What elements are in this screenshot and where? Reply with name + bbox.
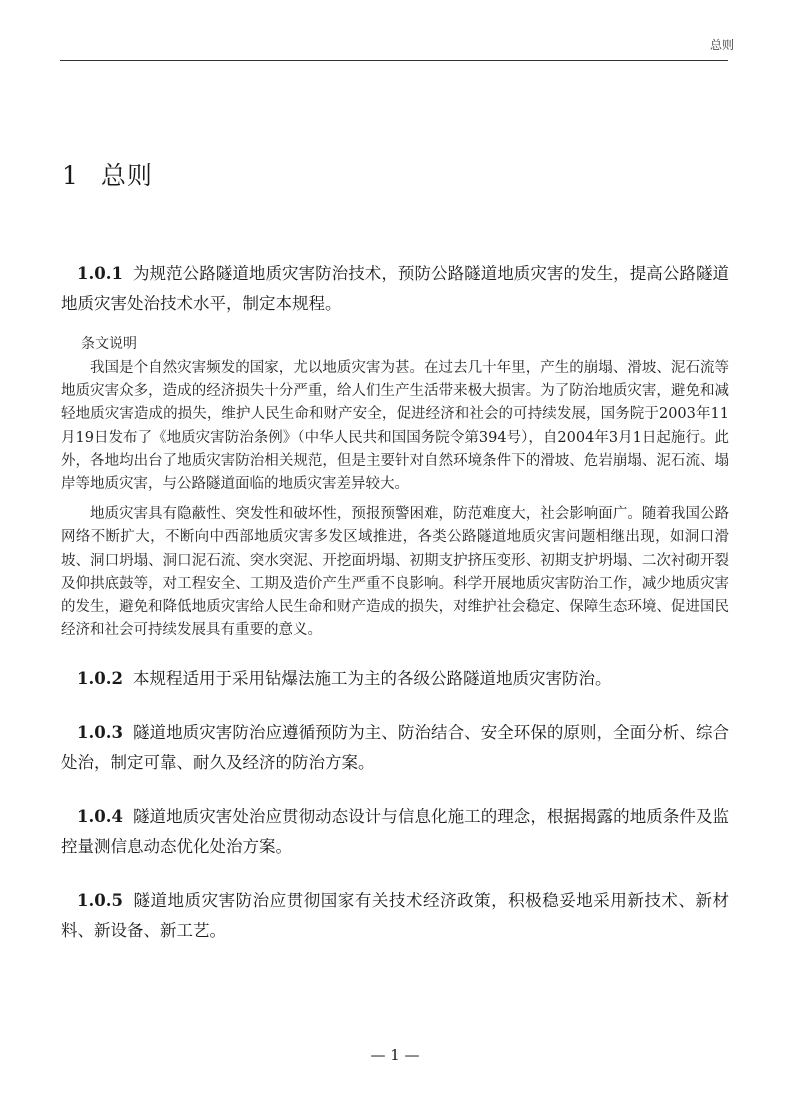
clause-number: 1.0.5 bbox=[77, 891, 123, 911]
clause-1-0-1 bbox=[61, 259, 729, 319]
explanation-paragraph: 我国是个自然灾害频发的国家，尤以地质灾害为甚。在过去几十年里，产生的崩塌、滑坡、泥石流等地质灾害众多，造成的经济损失十分严重，给人们生产生活带来极大损害。为了防治地质灾害，避免和减轻地质灾害造成的损失，维护人民生命和财产安全，促进经济和社会的可持续发展，国务院于2003年11月19日发布了《地质灾害防治条例》（中华人民共和国国务院令第394号），自2004年3月1日起施行。此外，各地均出台了地质灾害防治相关规范，但是主要针对自然环境条件下的滑坡、危岩崩塌、泥石流、塌岸等地质灾害，与公路隧道面临的地质灾害差异较大。 bbox=[61, 360, 729, 493]
chapter-title-text: 总则 bbox=[100, 161, 153, 190]
chapter-title bbox=[62, 156, 153, 192]
running-header: 总则 bbox=[709, 38, 734, 52]
clause-number: 1.0.1 bbox=[77, 264, 123, 283]
clause-1-0-2 bbox=[61, 664, 729, 694]
page-content bbox=[61, 259, 729, 946]
clause-explanation bbox=[61, 333, 729, 642]
clause-1-0-4 bbox=[61, 802, 729, 862]
clause-1-0-5 bbox=[61, 886, 729, 946]
chapter-number: 1 bbox=[62, 161, 79, 190]
header-divider bbox=[60, 60, 728, 61]
page-number: — 1 — bbox=[370, 1046, 420, 1064]
clause-text: 本规程适用于采用钻爆法施工为主的各级公路隧道地质灾害防治。 bbox=[132, 669, 612, 689]
clause-number: 1.0.4 bbox=[77, 807, 123, 827]
clause-1-0-3 bbox=[61, 718, 729, 778]
clause-text: 隧道地质灾害防治应遵循预防为主、防治结合、安全环保的原则，全面分析、综合处治，制定可靠、耐久及经济的防治方案。 bbox=[61, 723, 729, 773]
clause-number: 1.0.3 bbox=[77, 723, 123, 743]
explanation-paragraph: 地质灾害具有隐蔽性、突发性和破坏性，预报预警困难，防范难度大，社会影响面广。随着我国公路网络不断扩大，不断向中西部地质灾害多发区域推进，各类公路隧道地质灾害问题相继出现，如洞口滑坡、洞口坍塌、洞口泥石流、突水突泥、开挖面坍塌、初期支护挤压变形、初期支护坍塌、二次衬砌开裂及仰拱底鼓等，对工程安全、工期及造价产生严重不良影响。科学开展地质灾害防治工作，减少地质灾害的发生，避免和降低地质灾害给人民生命和财产造成的损失，对维护社会稳定、保障生态环境、促进国民经济和社会可持续发展具有重要的意义。 bbox=[61, 506, 729, 639]
clause-number: 1.0.2 bbox=[77, 669, 123, 689]
clause-text: 为规范公路隧道地质灾害防治技术，预防公路隧道地质灾害的发生，提高公路隧道地质灾害处治技术水平，制定本规程。 bbox=[61, 264, 729, 313]
explanation-title: 条文说明 bbox=[81, 336, 137, 352]
clause-text: 隧道地质灾害防治应贯彻国家有关技术经济政策，积极稳妥地采用新技术、新材料、新设备、新工艺。 bbox=[61, 891, 729, 941]
clause-text: 隧道地质灾害处治应贯彻动态设计与信息化施工的理念，根据揭露的地质条件及监控量测信息动态优化处治方案。 bbox=[61, 807, 729, 857]
